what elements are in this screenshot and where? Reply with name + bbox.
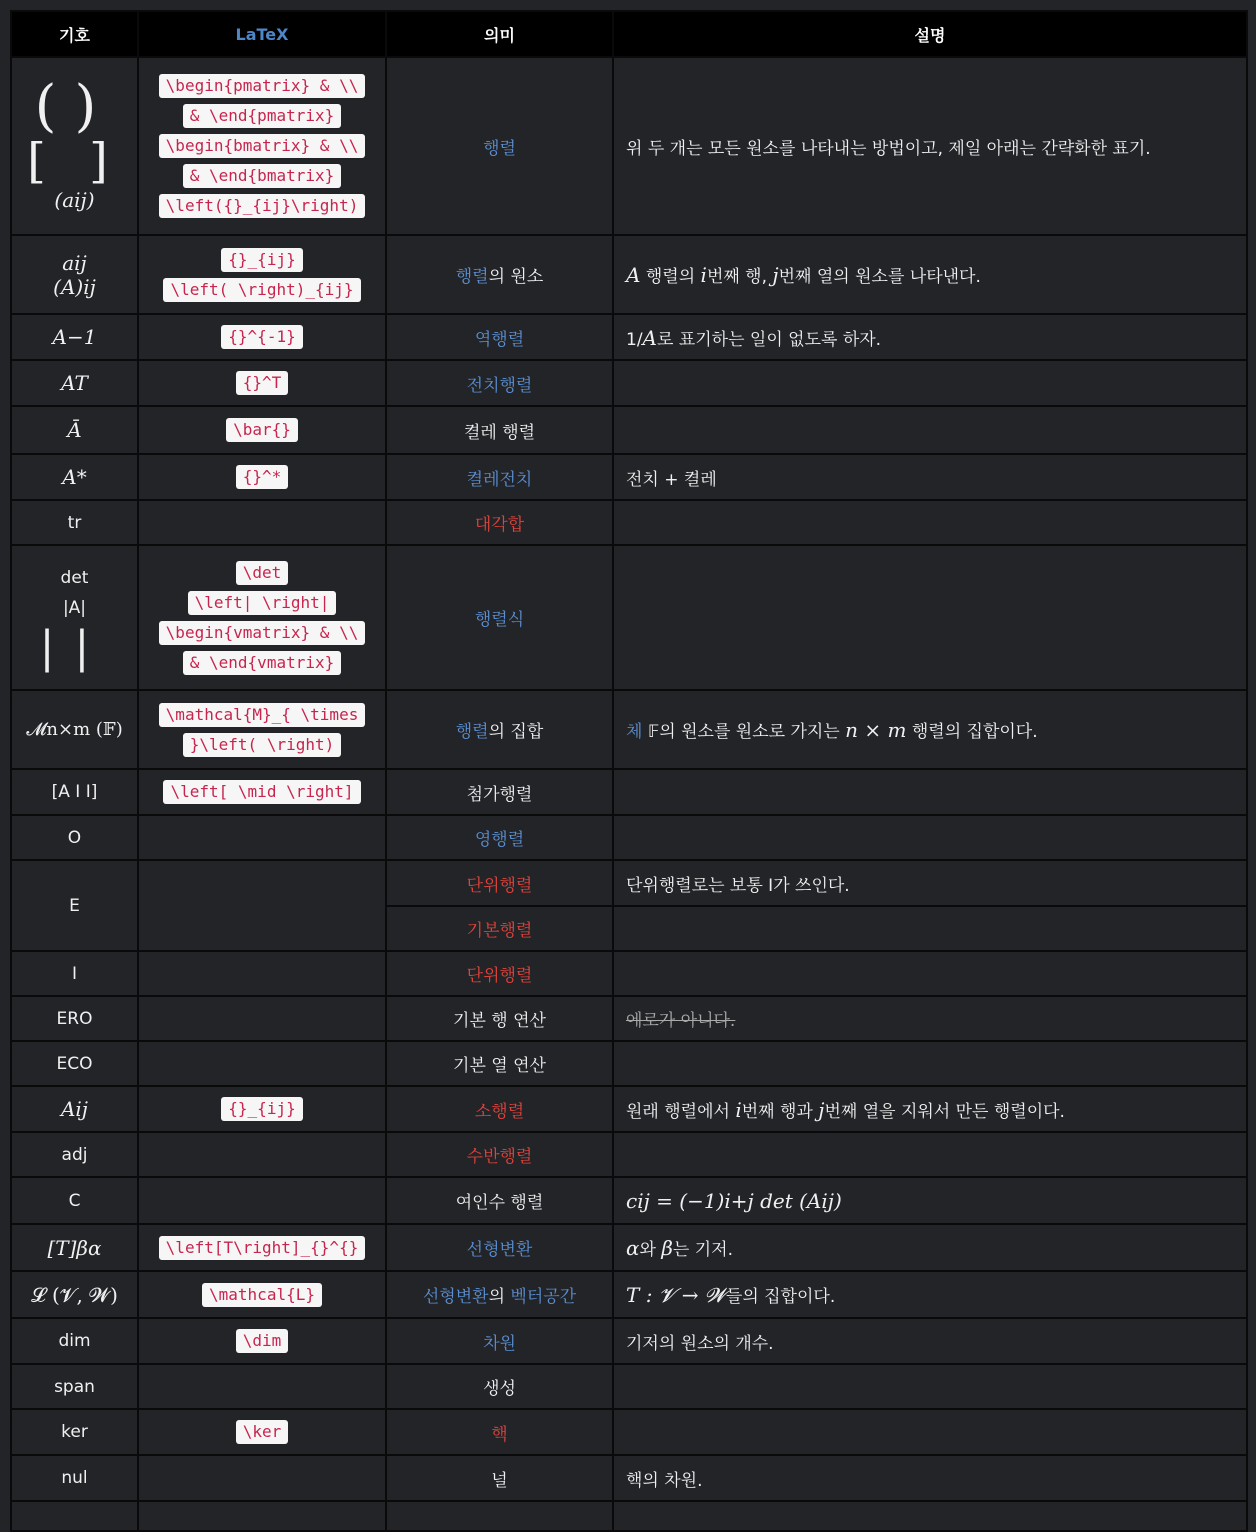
description-cell (613, 235, 1247, 314)
meaning-cell: 첨가행렬 (386, 769, 613, 815)
vertical-bars-symbol: || (39, 621, 110, 673)
table-row (11, 996, 1247, 1041)
meaning-cell: 켤레 행렬 (386, 406, 613, 454)
symbol-cell: A* (11, 454, 138, 500)
meaning-cell (386, 314, 613, 360)
latex-cell (138, 500, 386, 545)
symbol-cell (11, 1501, 138, 1531)
latex-code: }\left( \right) (183, 733, 342, 757)
table-row (11, 1501, 1247, 1531)
description-cell (613, 1041, 1247, 1086)
symbol-cell (11, 57, 138, 235)
table-row (11, 545, 1247, 690)
latex-code: \dim (236, 1329, 289, 1353)
meaning-cell (386, 454, 613, 500)
symbol-cell: C (11, 1177, 138, 1224)
symbol-cell: dim (11, 1318, 138, 1364)
table-row (11, 815, 1247, 860)
desc-math: α (626, 1236, 640, 1260)
description-cell: 위 두 개는 모든 원소를 나타내는 방법이고, 제일 아래는 간략화한 표기. (613, 57, 1247, 235)
desc-math: A (626, 263, 641, 287)
latex-cell (138, 360, 386, 406)
latex-code: {}_{ij} (221, 248, 302, 272)
latex-code: & \end{pmatrix} (183, 104, 342, 128)
header-row (11, 11, 1247, 57)
meaning-link[interactable]: 선형변환 (422, 1287, 489, 1307)
symbol-text: (A)ij (53, 274, 96, 299)
meaning-cell (386, 545, 613, 690)
meaning-text: 의 집합 (488, 722, 544, 742)
latex-code: {}^{-1} (221, 325, 302, 349)
desc-link[interactable]: 체 (626, 722, 643, 742)
header-meaning: 의미 (386, 11, 613, 57)
latex-code: \left[ \mid \right] (163, 780, 360, 804)
latex-code: \det (236, 561, 289, 585)
table-row (11, 57, 1247, 235)
latex-cell (138, 769, 386, 815)
symbol-cell (11, 235, 138, 314)
meaning-missing-link[interactable]: 기본행렬 (466, 921, 533, 941)
table-row (11, 1177, 1247, 1224)
table-row (11, 500, 1247, 545)
symbol-cell: ECO (11, 1041, 138, 1086)
latex-cell (138, 1086, 386, 1132)
description-cell (613, 1409, 1247, 1455)
description-cell: cij = (−1)i+j det (Aij) (613, 1177, 1247, 1224)
table-row (11, 1409, 1247, 1455)
description-cell (613, 769, 1247, 815)
meaning-missing-link[interactable]: 단위행렬 (466, 875, 533, 896)
description-cell (613, 406, 1247, 454)
meaning-link[interactable]: 역행렬 (474, 329, 525, 350)
meaning-cell (386, 1501, 613, 1531)
table-row (11, 1086, 1247, 1132)
latex-cell (138, 314, 386, 360)
latex-code: \begin{pmatrix} & \\ (159, 74, 366, 98)
latex-code: & \end{vmatrix} (183, 651, 342, 675)
table-row (11, 360, 1247, 406)
desc-text: 로 표기하는 일이 없도록 하자. (657, 329, 882, 350)
symbol-cell: ERO (11, 996, 138, 1041)
description-cell (613, 1132, 1247, 1177)
symbol-cell: nul (11, 1455, 138, 1501)
bracket-matrix-symbol: [ ] (27, 133, 122, 189)
description-cell (613, 815, 1247, 860)
desc-math: A (642, 325, 657, 350)
symbol-cell: I (11, 951, 138, 996)
latex-code: \begin{vmatrix} & \\ (159, 621, 366, 645)
description-cell (613, 951, 1247, 996)
table-row (11, 1318, 1247, 1364)
latex-code: \mathcal{L} (202, 1283, 322, 1307)
latex-code: \left( \right)_{ij} (163, 278, 360, 302)
paren-matrix-symbol: () (34, 74, 115, 139)
description-cell (613, 314, 1247, 360)
symbol-cell: 𝓛 (𝓥, 𝓦) (11, 1271, 138, 1318)
meaning-cell (386, 815, 613, 860)
meaning-cell (386, 500, 613, 545)
table-row (11, 1224, 1247, 1271)
header-latex: LaTeX (138, 11, 386, 57)
meaning-missing-link[interactable]: 소행렬 (474, 1101, 525, 1122)
desc-text: 𝔽의 원소를 원소로 가지는 (642, 722, 846, 742)
latex-code: {}^* (236, 465, 289, 489)
meaning-link[interactable]: 행렬 (455, 267, 489, 287)
desc-math: T : 𝓥 → 𝓦 (626, 1283, 726, 1307)
meaning-cell (386, 906, 613, 951)
table-row (11, 1271, 1247, 1318)
meaning-link[interactable]: 선형변환 (466, 1240, 533, 1260)
description-cell (613, 1271, 1247, 1318)
header-description: 설명 (613, 11, 1247, 57)
latex-cell (138, 1364, 386, 1409)
desc-math: j (772, 263, 779, 287)
symbol-text: (aij) (54, 188, 95, 212)
symbol-cell: 𝓜n×m (𝔽) (11, 690, 138, 769)
table-row (11, 1364, 1247, 1409)
meaning-link[interactable]: 행렬 (455, 722, 489, 742)
desc-text: 번째 열을 지워서 만든 행렬이다. (824, 1101, 1065, 1122)
description-cell (613, 1086, 1247, 1132)
meaning-cell (386, 1224, 613, 1271)
symbol-cell (11, 545, 138, 690)
description-cell (613, 1224, 1247, 1271)
description-cell (613, 906, 1247, 951)
latex-cell (138, 996, 386, 1041)
desc-math: j (818, 1097, 825, 1122)
desc-text: 번째 행과 (741, 1101, 819, 1122)
meaning-link[interactable]: 차원 (483, 1333, 516, 1354)
latex-cell (138, 1132, 386, 1177)
latex-cell (138, 1271, 386, 1318)
latex-code: \mathcal{M}_{ \times (159, 703, 366, 727)
meaning-cell (386, 1318, 613, 1364)
desc-text: 번째 행, (706, 267, 773, 287)
symbol-cell: A−1 (11, 314, 138, 360)
latex-cell (138, 951, 386, 996)
meaning-cell (386, 360, 613, 406)
meaning-cell (386, 1086, 613, 1132)
symbol-cell: O (11, 815, 138, 860)
symbol-cell: [A I I] (11, 769, 138, 815)
symbol-cell: adj (11, 1132, 138, 1177)
desc-math: n × m (845, 718, 907, 742)
table-row (11, 769, 1247, 815)
description-cell (613, 1501, 1247, 1531)
latex-code: \left({}_{ij}\right) (159, 194, 366, 218)
latex-code: & \end{bmatrix} (183, 164, 342, 188)
latex-cell (138, 406, 386, 454)
latex-code: {}^T (236, 371, 289, 395)
table-row (11, 1455, 1247, 1501)
meaning-missing-link[interactable]: 핵 (491, 1424, 508, 1445)
desc-text: 번째 열의 원소를 나타낸다. (778, 267, 981, 287)
latex-cell (138, 1501, 386, 1531)
meaning-missing-link[interactable]: 단위행렬 (466, 966, 533, 986)
latex-cell (138, 1455, 386, 1501)
description-cell (613, 500, 1247, 545)
desc-math: i (700, 263, 707, 287)
desc-text: 들의 집합이다. (725, 1287, 836, 1307)
symbol-cell: ker (11, 1409, 138, 1455)
meaning-cell (386, 235, 613, 314)
latex-cell (138, 545, 386, 690)
description-cell: 전치 + 켤레 (613, 454, 1247, 500)
meaning-cell (386, 1132, 613, 1177)
meaning-cell (386, 690, 613, 769)
latex-cell (138, 454, 386, 500)
description-cell: 단위행렬로는 보통 I가 쓰인다. (613, 860, 1247, 906)
symbol-cell: span (11, 1364, 138, 1409)
table-row (11, 235, 1247, 314)
desc-math: β (661, 1236, 673, 1260)
latex-code: {}_{ij} (221, 1097, 302, 1121)
latex-cell (138, 1041, 386, 1086)
latex-cell (138, 1224, 386, 1271)
latex-code: \begin{bmatrix} & \\ (159, 134, 366, 158)
meaning-link[interactable]: 벡터공간 (510, 1287, 577, 1307)
description-cell (613, 996, 1247, 1041)
latex-code: \bar{} (226, 418, 298, 442)
latex-cell (138, 57, 386, 235)
latex-cell (138, 1177, 386, 1224)
table-row (11, 860, 1247, 906)
symbol-text: aij (62, 250, 87, 275)
meaning-link[interactable]: 켤레전치 (466, 469, 533, 490)
meaning-cell: 기본 열 연산 (386, 1041, 613, 1086)
meaning-cell (386, 1409, 613, 1455)
meaning-cell (386, 1271, 613, 1318)
meaning-missing-link[interactable]: 대각합 (474, 515, 525, 535)
table-row (11, 1041, 1247, 1086)
desc-text: 는 기저. (672, 1240, 733, 1260)
table-row (11, 1132, 1247, 1177)
description-cell (613, 690, 1247, 769)
latex-cell (138, 815, 386, 860)
latex-cell (138, 235, 386, 314)
meaning-cell (386, 951, 613, 996)
notation-table (10, 10, 1248, 1532)
latex-code: \ker (236, 1420, 289, 1444)
symbol-cell: AT (11, 360, 138, 406)
desc-strikethrough: 에로가 아니다. (626, 1011, 736, 1031)
meaning-link[interactable]: 행렬 (483, 138, 516, 159)
meaning-text: 의 (488, 1287, 511, 1307)
description-cell (613, 360, 1247, 406)
meaning-link[interactable]: 행렬식 (474, 610, 525, 630)
symbol-text: |A| (62, 597, 87, 618)
latex-code: \left| \right| (188, 591, 337, 615)
desc-text: 행렬의 집합이다. (906, 722, 1038, 742)
desc-text: 행렬의 (640, 267, 701, 287)
desc-text: 와 (639, 1240, 662, 1260)
symbol-cell: [T]βα (11, 1224, 138, 1271)
symbol-text: det (60, 567, 89, 588)
latex-cell (138, 1318, 386, 1364)
meaning-cell: 여인수 행렬 (386, 1177, 613, 1224)
latex-code: \left[T\right]_{}^{} (159, 1236, 366, 1260)
meaning-cell: 생성 (386, 1364, 613, 1409)
meaning-missing-link[interactable]: 수반행렬 (466, 1147, 533, 1167)
description-cell: 기저의 원소의 개수. (613, 1318, 1247, 1364)
desc-text: 원래 행렬에서 (626, 1101, 736, 1122)
desc-text: 1/ (626, 329, 643, 350)
table-row (11, 406, 1247, 454)
meaning-link[interactable]: 영행렬 (474, 830, 525, 850)
latex-cell (138, 1409, 386, 1455)
symbol-cell: Ā (11, 406, 138, 454)
description-cell (613, 545, 1247, 690)
table-row (11, 690, 1247, 769)
meaning-link[interactable]: 전치행렬 (466, 375, 533, 396)
description-cell: 핵의 차원. (613, 1455, 1247, 1501)
latex-cell (138, 690, 386, 769)
meaning-cell: 기본 행 연산 (386, 996, 613, 1041)
meaning-cell: 널 (386, 1455, 613, 1501)
latex-cell (138, 860, 386, 951)
symbol-cell: Aij (11, 1086, 138, 1132)
table-row (11, 454, 1247, 500)
symbol-cell: E (11, 860, 138, 951)
description-cell (613, 1364, 1247, 1409)
meaning-cell (386, 860, 613, 906)
header-symbol: 기호 (11, 11, 138, 57)
table-row (11, 314, 1247, 360)
symbol-cell: tr (11, 500, 138, 545)
meaning-text: 의 원소 (488, 267, 544, 287)
desc-math: i (735, 1097, 742, 1122)
meaning-cell (386, 57, 613, 235)
table-row (11, 951, 1247, 996)
